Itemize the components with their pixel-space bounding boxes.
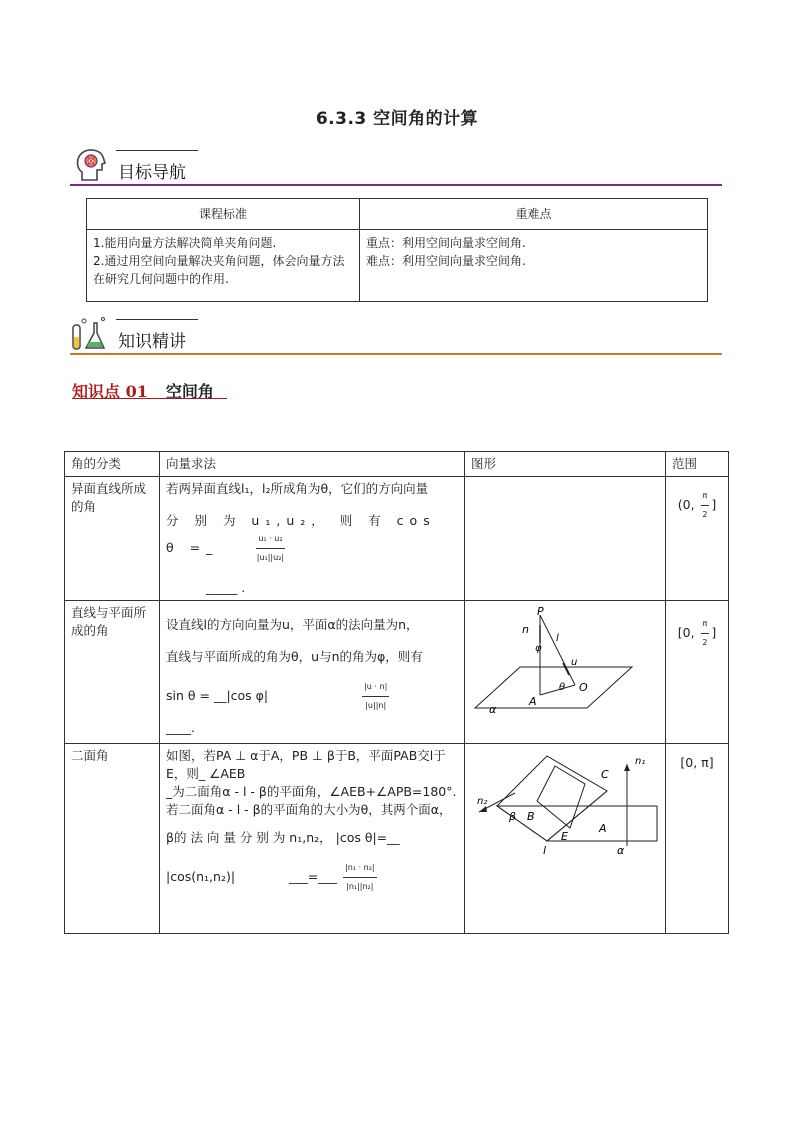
standard-item: 2.通过用空间向量解决夹角问题，体会向量方法在研究几何问题中的作用. (93, 254, 345, 286)
method-cell (160, 477, 465, 601)
figure-label: l (556, 633, 559, 644)
angle-type: 异面直线所成的角 (65, 477, 160, 601)
method-line: _为二面角α - l - β的平面角，∠AEB+∠APB=180°.若二面角α - l - β的平面角的大小为θ，其两个面α， (166, 784, 457, 817)
brain-gear-icon (72, 146, 110, 184)
fraction-numerator: |n₁ · n₂| (343, 859, 377, 878)
method-line: 如图，若PA ⊥ α于A，PB ⊥ β于B，平面PAB交l于E，则_ ∠AEB (166, 748, 446, 781)
figure-label: C (601, 768, 609, 781)
figure-label: n₁ (635, 756, 646, 767)
method-cell (160, 601, 465, 744)
table-row (65, 477, 729, 601)
range-close: ] (711, 497, 717, 512)
standards-cell (87, 230, 360, 302)
figure-label: β (509, 810, 517, 823)
section-label: 知识精讲 (118, 332, 186, 352)
figure-label: A (529, 695, 537, 708)
lab-flask-icon (70, 315, 110, 353)
method-line: 设直线l的方向向量为u，平面α的法向量为n， (166, 617, 419, 632)
keypoint-item: 难点：利用空间向量求空间角. (366, 254, 526, 268)
knowledge-point-number: 知识点 01 (72, 382, 148, 401)
formula-fraction (362, 678, 389, 715)
figure-label: P (537, 605, 544, 618)
angle-method-table (64, 451, 729, 934)
objectives-table (86, 198, 708, 302)
col-header-method: 向量求法 (160, 452, 465, 477)
figure-label: n₂ (477, 796, 488, 807)
knowledge-point-name: 空间角 (165, 382, 214, 401)
figure-label: B (527, 810, 535, 823)
page-title: 6.3.3 空间角的计算 (315, 109, 479, 129)
figure-cell (465, 601, 666, 744)
method-line: sin θ = __|cos φ| (166, 688, 269, 703)
fraction-denominator: |u||n| (365, 701, 387, 710)
figure-label: E (561, 830, 568, 843)
standard-item: 1.能用向量方法解决简单夹角问题. (93, 236, 277, 250)
section-header-knowledge (70, 315, 722, 355)
fraction-denominator: |u₁||u₂| (256, 553, 285, 562)
method-line: 分 别 为 u₁,u₂， 则 有 cos θ =_ (166, 513, 436, 555)
figure-label: O (579, 681, 588, 694)
formula-fraction (256, 530, 284, 567)
angle-type: 直线与平面所成的角 (65, 601, 160, 744)
range-frac-num: π (701, 487, 710, 506)
line-plane-figure (467, 603, 647, 728)
method-cell (160, 744, 465, 934)
range-fraction (701, 615, 710, 652)
range-close: ] (711, 625, 717, 640)
fraction-numerator: u₁ · u₂ (256, 530, 284, 549)
keypoints-cell (360, 230, 708, 302)
figure-cell (465, 744, 666, 934)
dihedral-angle-figure (467, 746, 663, 871)
range-value: [0, π] (680, 755, 714, 770)
method-line: 若两异面直线l₁，l₂所成角为θ，它们的方向向量 (166, 481, 429, 496)
fraction-numerator: |u · n| (362, 678, 389, 697)
method-line: ____. (166, 720, 195, 735)
range-fraction (701, 487, 710, 524)
header-keypoints: 重难点 (360, 199, 708, 230)
col-header-figure: 图形 (465, 452, 666, 477)
method-line: ___=___ (289, 869, 338, 884)
method-line: |cos(n₁,n₂)| (166, 869, 236, 884)
range-value: [0, (677, 625, 695, 640)
range-cell (666, 477, 729, 601)
method-line: _____ . (206, 580, 246, 595)
formula-fraction (343, 859, 377, 896)
col-header-type: 角的分类 (65, 452, 160, 477)
figure-label: α (489, 703, 497, 716)
figure-label: n (522, 623, 529, 636)
figure-cell-empty (465, 477, 666, 601)
figure-label: θ (559, 682, 566, 693)
knowledge-point-underline (72, 398, 227, 399)
figure-label: A (599, 822, 607, 835)
col-header-range: 范围 (666, 452, 729, 477)
figure-label: l (543, 844, 547, 857)
section-header-goals (70, 146, 722, 186)
range-cell (666, 744, 729, 934)
range-frac-den: 2 (702, 510, 708, 519)
fraction-denominator: |n₁||n₂| (346, 882, 374, 891)
keypoint-item: 重点：利用空间向量求空间角. (366, 236, 526, 250)
figure-label: φ (535, 643, 542, 654)
header-standards: 课程标准 (87, 199, 360, 230)
range-cell (666, 601, 729, 744)
angle-type: 二面角 (65, 744, 160, 934)
method-line: 直线与平面所成的角为θ，u与n的角为φ，则有 (166, 649, 423, 664)
section-label: 目标导航 (118, 163, 186, 183)
table-row (65, 601, 729, 744)
range-value: (0, (677, 497, 695, 512)
figure-label: α (617, 844, 625, 857)
range-frac-den: 2 (702, 638, 708, 647)
figure-label: u (571, 657, 578, 668)
range-frac-num: π (701, 615, 710, 634)
method-line: β的 法 向 量 分 别 为 n₁,n₂， |cos θ|=__ (166, 830, 400, 845)
table-row (65, 744, 729, 934)
